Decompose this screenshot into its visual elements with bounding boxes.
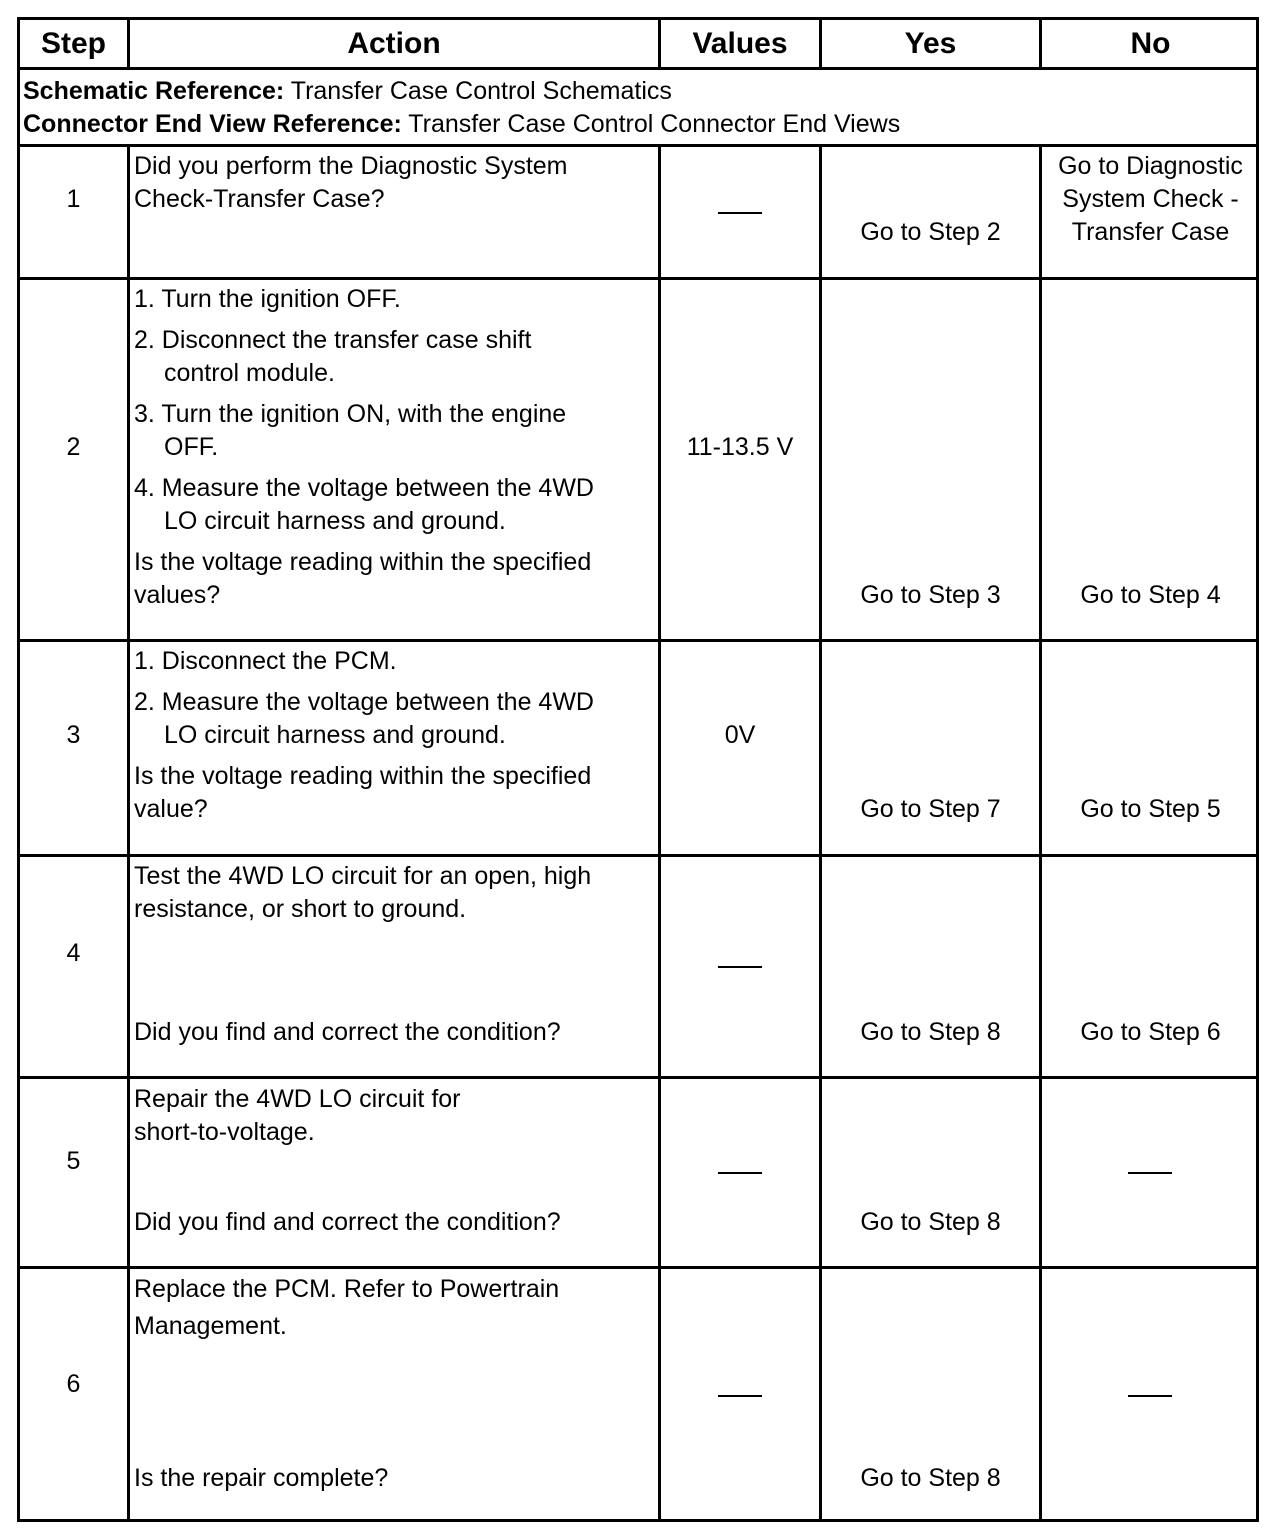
step-number: 5 [66,1147,81,1175]
action-line: Did you find and correct the condition? [134,1208,561,1236]
header-no: No [1130,27,1171,60]
action-line: Is the voltage reading within the specified [134,762,592,790]
action-line: 2. Disconnect the transfer case shift [134,326,532,354]
row-divider [20,639,1256,642]
action-line: Did you find and correct the condition? [134,1018,561,1046]
action-line: resistance, or short to ground. [134,895,467,923]
value-dash [718,966,762,968]
action-line: 2. Measure the voltage between the 4WD [134,688,594,716]
step-number: 2 [66,433,81,461]
no-result-line: System Check - [1062,185,1239,213]
col-divider [658,144,661,1519]
action-line: 3. Turn the ignition ON, with the engine [134,400,567,428]
action-line: Test the 4WD LO circuit for an open, high [134,862,592,890]
schematic-reference-label: Schematic Reference: [23,77,285,105]
step-number: 1 [66,185,81,213]
no-dash [1128,1172,1172,1174]
value-text: 11-13.5 V [686,433,794,461]
yes-result: Go to Step 2 [860,218,1001,246]
yes-result: Go to Step 8 [860,1018,1001,1046]
step-number: 3 [66,721,81,749]
action-line: value? [134,795,208,823]
row-divider [20,854,1256,857]
action-line: Is the repair complete? [134,1464,389,1492]
action-line: Repair the 4WD LO circuit for [134,1085,461,1113]
action-line: 1. Turn the ignition OFF. [134,285,401,313]
action-line: short-to-voltage. [134,1118,315,1146]
diagnostic-table [17,17,1259,1522]
row-divider [20,1266,1256,1269]
header-values: Values [692,27,788,60]
no-result: Go to Step 5 [1080,795,1221,823]
header-action: Action [347,27,441,60]
value-dash [718,1395,762,1397]
action-line: Is the voltage reading within the specified [134,548,592,576]
no-result-line: Transfer Case [1071,218,1230,246]
connector-reference-label: Connector End View Reference: [23,110,402,138]
col-divider [819,144,822,1519]
action-line: control module. [164,359,335,387]
row-divider [20,277,1256,280]
action-line: OFF. [164,433,219,461]
col-divider [1039,144,1042,1519]
action-line: LO circuit harness and ground. [164,721,506,749]
col-divider [127,144,130,1519]
no-result: Go to Step 6 [1080,1018,1221,1046]
header-yes: Yes [904,27,957,60]
no-dash [1128,1395,1172,1397]
action-line: LO circuit harness and ground. [164,507,506,535]
action-line: 1. Disconnect the PCM. [134,647,397,675]
row-divider [20,1076,1256,1079]
no-result: Go to Step 4 [1080,581,1221,609]
schematic-reference-value: Transfer Case Control Schematics [290,77,672,105]
action-line: values? [134,581,221,609]
connector-reference-value: Transfer Case Control Connector End Views [408,110,901,138]
no-result-line: Go to Diagnostic [1058,152,1243,180]
action-line: Did you perform the Diagnostic System [134,152,568,180]
action-line: Management. [134,1312,287,1340]
row-divider [20,144,1256,147]
value-text: 0V [724,721,756,749]
yes-result: Go to Step 8 [860,1464,1001,1492]
yes-result: Go to Step 7 [860,795,1001,823]
yes-result: Go to Step 8 [860,1208,1001,1236]
action-line: 4. Measure the voltage between the 4WD [134,474,594,502]
action-line: Replace the PCM. Refer to Powertrain [134,1275,560,1303]
connector-reference [23,108,900,141]
value-dash [718,1172,762,1174]
reference-block [23,75,900,141]
yes-result: Go to Step 3 [860,581,1001,609]
header-step: Step [40,27,106,60]
step-number: 6 [66,1370,81,1398]
schematic-reference [23,75,900,108]
action-line: Check-Transfer Case? [134,185,385,213]
value-dash [718,212,762,214]
step-number: 4 [66,939,81,967]
